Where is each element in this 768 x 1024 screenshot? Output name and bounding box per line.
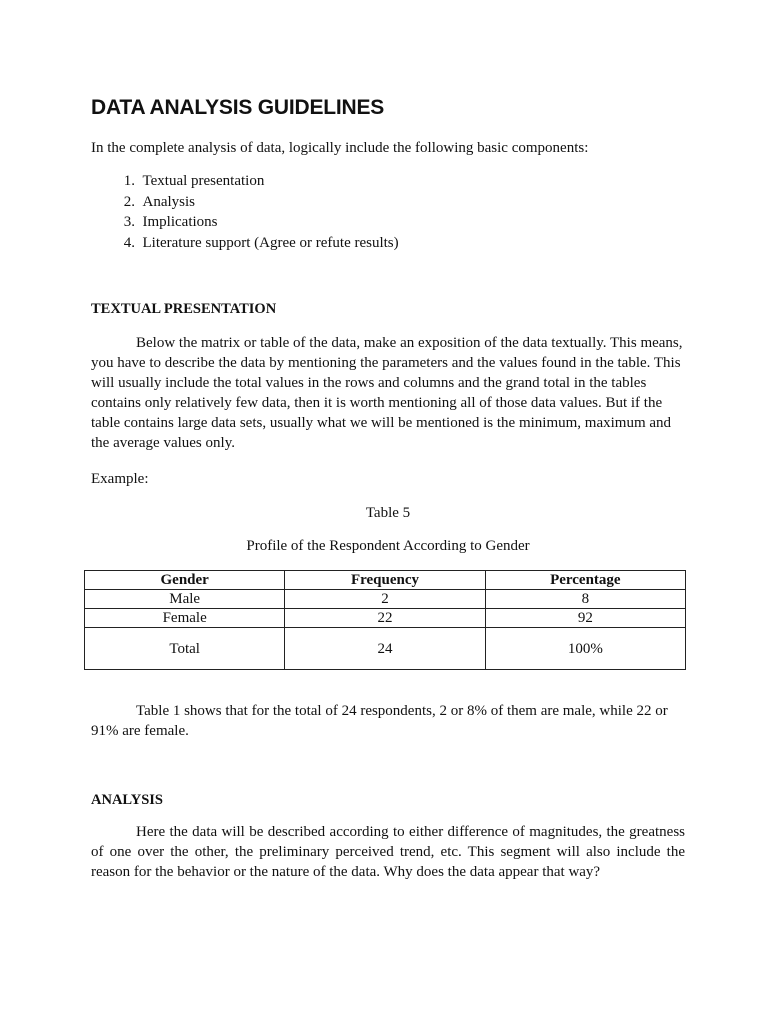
column-header-percentage: Percentage [485,571,685,590]
list-text: Implications [142,214,218,230]
list-number: 3. [123,214,135,230]
textual-presentation-paragraph [91,333,685,453]
table-note-paragraph [91,701,685,741]
list-item [91,212,399,233]
page-title: DATA ANALYSIS GUIDELINES [91,96,385,119]
list-number: 4. [123,234,135,251]
list-item [91,233,399,254]
paragraph-text: Table 1 shows that for the total of 24 respondents, 2 or 8% of them are male, while 22 or 91% are female. [91,703,668,739]
list-text: Analysis [142,193,195,210]
gender-profile-table [84,570,686,670]
paragraph-text: Below the matrix or table of the data, make an exposition of the data textually. This means, you have to describe the data by mentioning the parameters and the values found in the table. This will usually include the total values in the rows and columns and the grand total in the tables contains only relatively few data, then it is worth mentioning all of those data values. But if the table contains large data sets, usually what we will be mentioned is the minimum, maximum and the average values only. [91,335,683,451]
section-heading-textual-presentation: TEXTUAL PRESENTATION [91,301,277,317]
table-cell: 8 [485,590,685,609]
list-number: 1. [123,173,135,189]
table-cell: 24 [285,628,485,670]
section-heading-analysis: ANALYSIS [91,792,163,808]
components-list [91,171,399,253]
example-label: Example: [91,471,149,487]
table-cell: Total [85,628,285,670]
column-header-frequency: Frequency [285,571,485,590]
table-cell: 2 [285,590,485,609]
table-row-total [85,628,686,670]
table-title: Profile of the Respondent According to Gender [246,538,530,554]
table-row [85,609,686,628]
table-cell: Female [85,609,285,628]
list-item [91,192,399,213]
analysis-paragraph [91,822,685,882]
table-cell: 92 [485,609,685,628]
column-header-gender: Gender [85,571,285,590]
list-text: Textual presentation [142,173,265,189]
paragraph-text: Here the data will be described according to either difference of magnitudes, the greatness of one over the other, the preliminary perceived trend, etc. This segment will also include the reason for the behavior or the nature of the data. Why does the data appear that way? [91,824,685,880]
table-header-row [85,571,686,590]
list-item [91,171,399,192]
table-cell: 22 [285,609,485,628]
intro-text: In the complete analysis of data, logically include the following basic components: [91,140,589,156]
table-row [85,590,686,609]
table-cell: 100% [485,628,685,670]
list-number: 2. [123,193,135,210]
list-text: Literature support (Agree or refute results) [142,234,399,251]
table-cell: Male [85,590,285,609]
table-number: Table 5 [365,505,411,521]
